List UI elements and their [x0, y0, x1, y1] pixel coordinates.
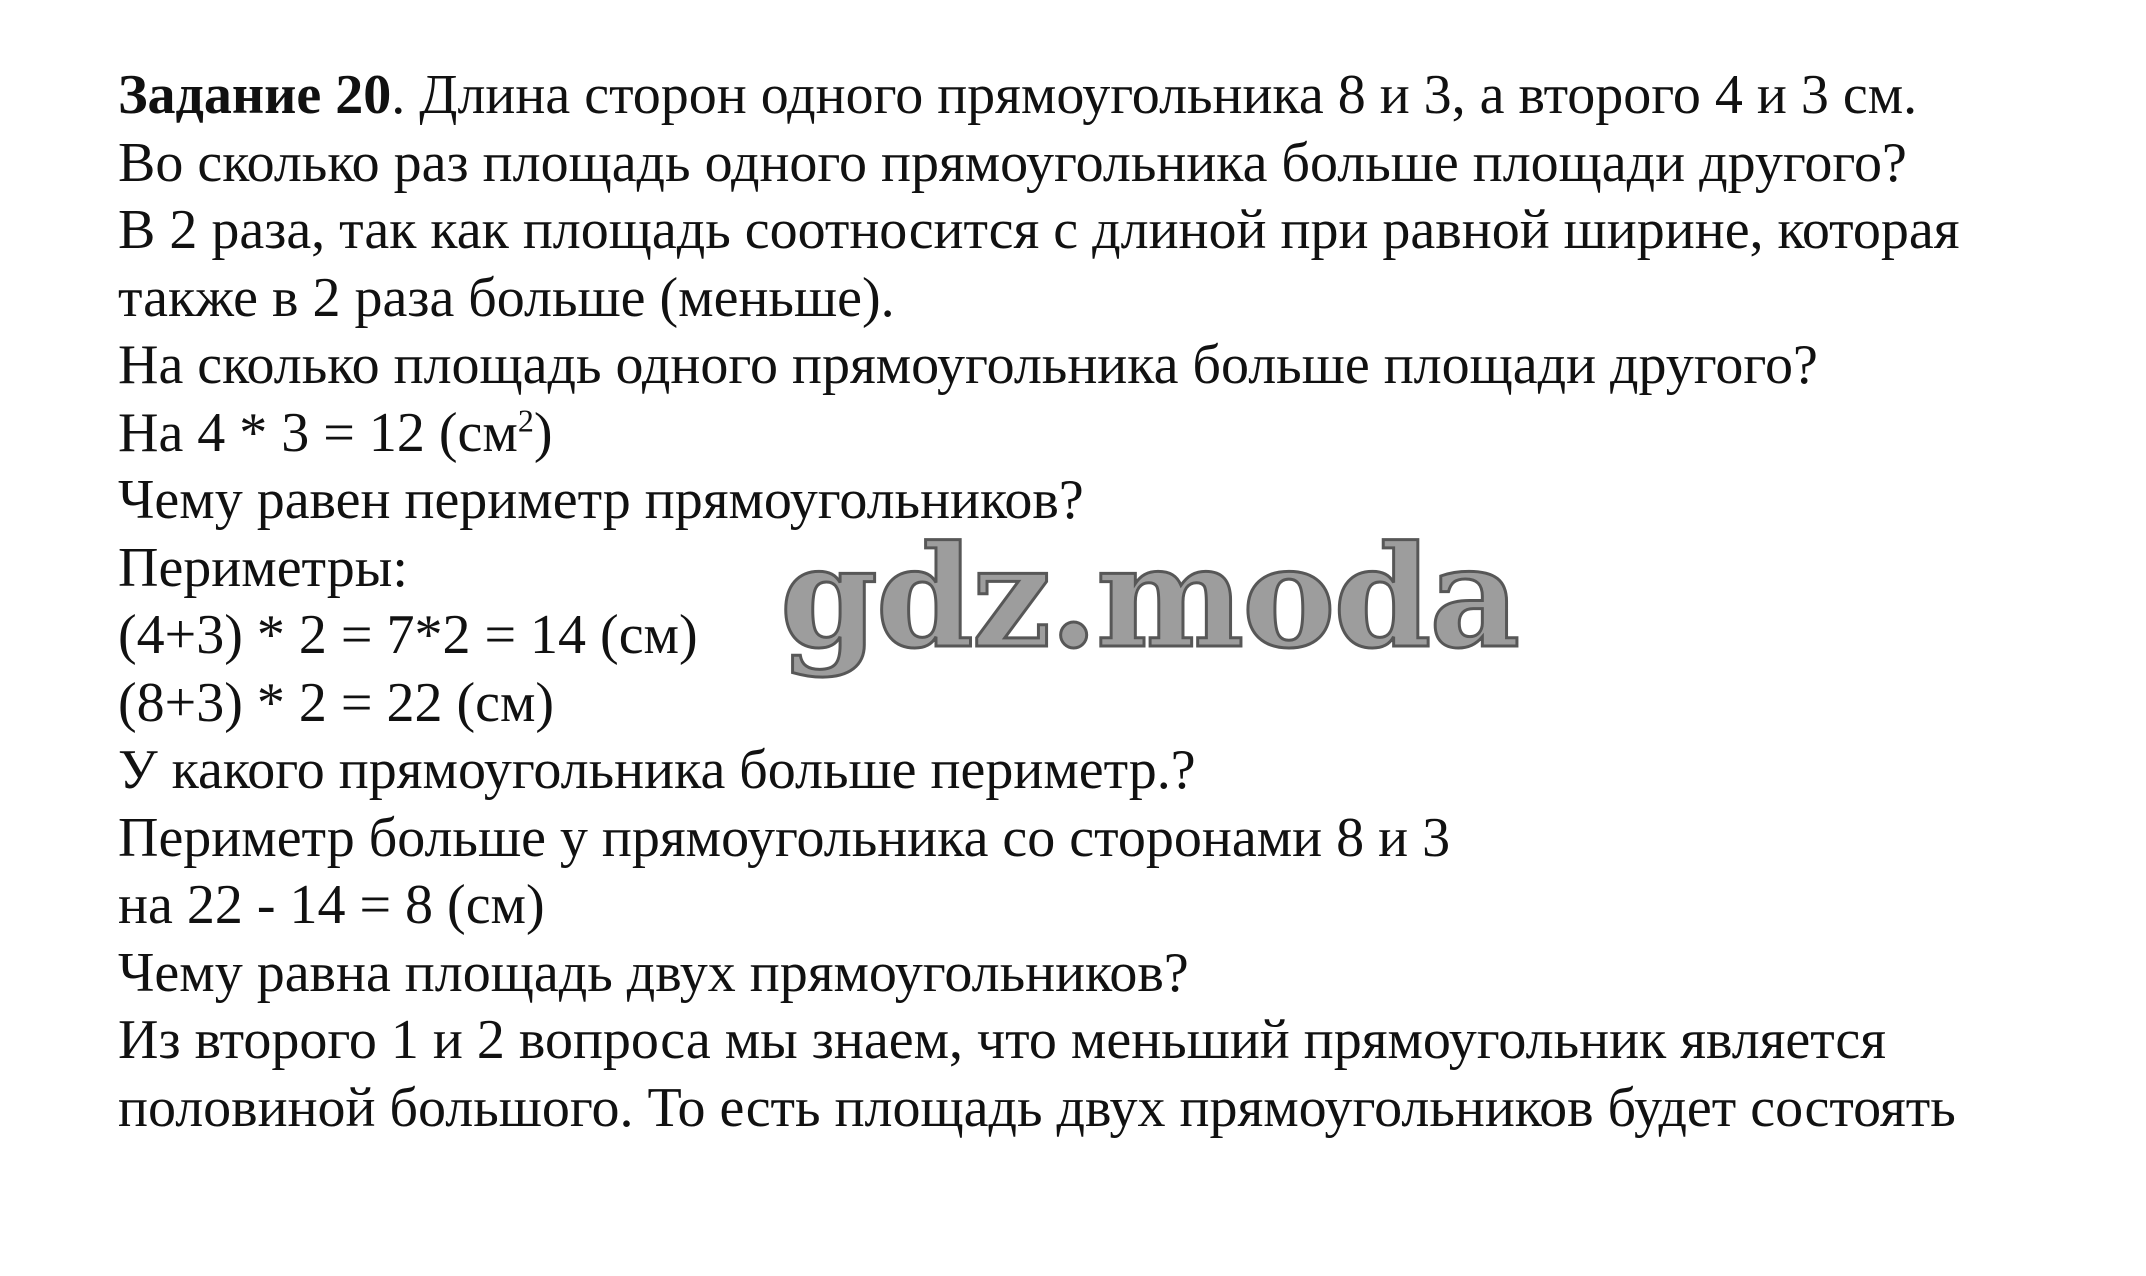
text-line: также в 2 раза больше (меньше). [118, 266, 895, 329]
text-line: В 2 раза, так как площадь соотносится с длиной при равной ширине, которая [118, 199, 1960, 261]
task-heading-line [118, 62, 2128, 130]
area-difference-line [118, 400, 2128, 468]
task-statement: . Длина сторон одного прямоугольника 8 и 3, а второго 4 и 3 см. [391, 64, 1918, 126]
text-line: на 22 - 14 = 8 (см) [118, 874, 545, 936]
text-line: Чему равен периметр прямоугольников? [118, 469, 1084, 531]
area-unit-superscript: 2 [517, 401, 534, 438]
area-difference-prefix: На 4 * 3 = 12 (см [118, 401, 518, 464]
text-line: Во сколько раз площадь одного прямоугольника больше площади другого? [118, 131, 1907, 194]
text-line: На сколько площадь одного прямоугольника больше площади другого? [118, 334, 1818, 396]
text-line: Периметр больше у прямоугольника со сторонами 8 и 3 [118, 806, 1451, 869]
watermark-logo: gdz.moda [780, 516, 1519, 680]
text-line: У какого прямоугольника больше периметр.? [118, 739, 1196, 801]
text-line: (8+3) * 2 = 22 (см) [118, 671, 555, 734]
text-line: Чему равна площадь двух прямоугольников? [118, 941, 1189, 1004]
task-label: Задание 20 [118, 64, 392, 126]
text-line: Из второго 1 и 2 вопроса мы знаем, что меньший прямоугольник является [118, 1009, 1887, 1071]
text-line: Периметры: [118, 536, 408, 599]
text-line: половиной большого. То есть площадь двух прямоугольников будет состоять [118, 1076, 1956, 1139]
area-difference-suffix: ) [533, 401, 553, 464]
text-line: (4+3) * 2 = 7*2 = 14 (см) [118, 604, 698, 666]
